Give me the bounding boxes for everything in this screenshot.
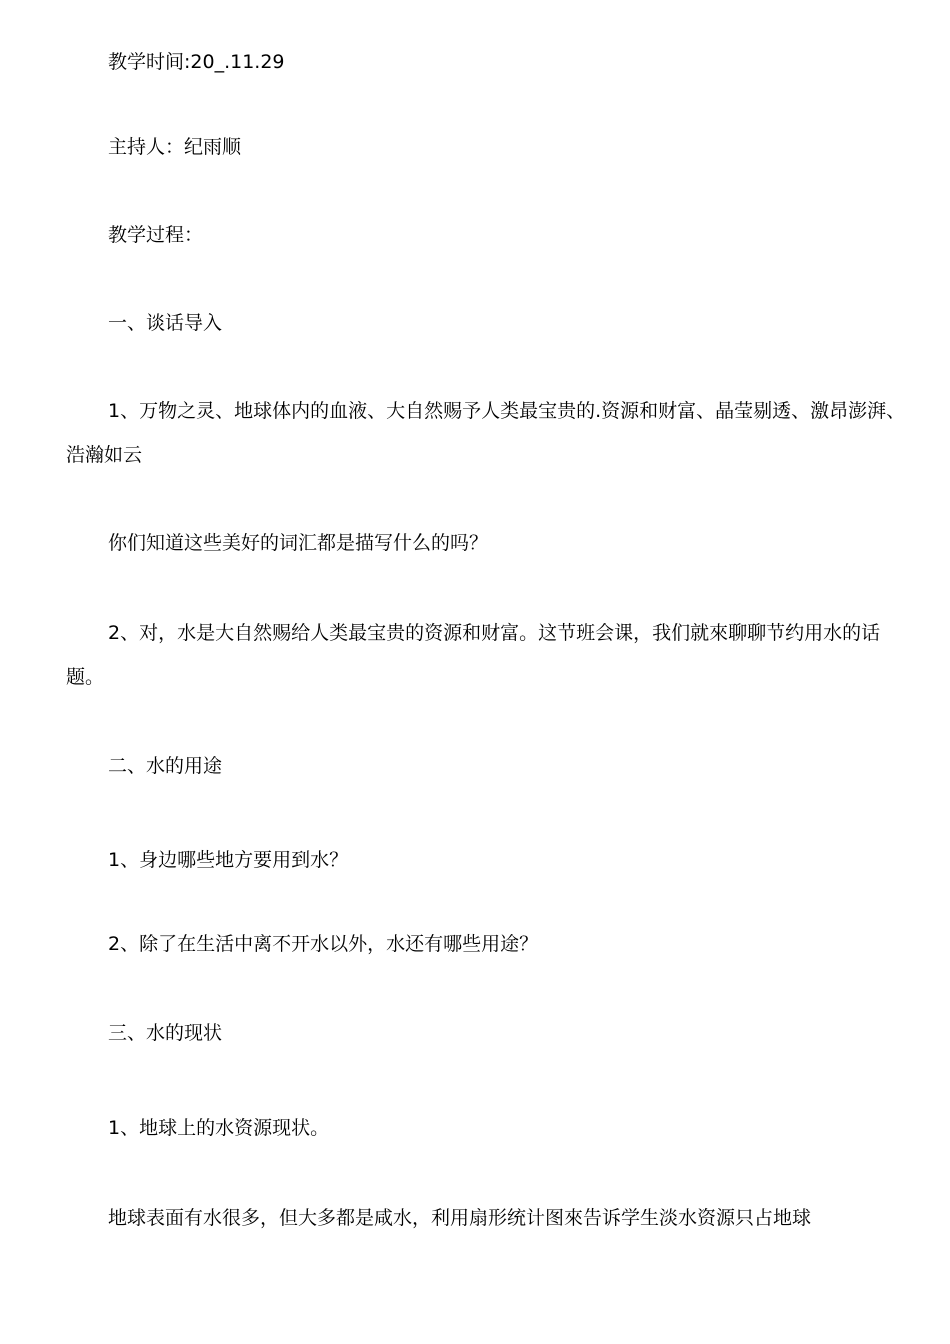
- host: 主持人：纪雨顺: [108, 136, 242, 158]
- paragraph-3-1: 1、地球上的水资源现状。: [108, 1117, 330, 1139]
- teaching-time: 教学时间:20_.11.29: [108, 51, 285, 73]
- section-heading-1: 一、谈话导入: [108, 312, 223, 334]
- section-heading-3: 三、水的现状: [108, 1022, 223, 1044]
- section-heading-2: 二、水的用途: [108, 755, 223, 777]
- teaching-process-heading: 教学过程：: [108, 224, 204, 246]
- paragraph-2-1: 1、身边哪些地方要用到水？: [108, 849, 349, 871]
- paragraph-1-1: 1、万物之灵、地球体内的血液、大自然赐予人类最宝贵的.资源和财富、晶莹剔透、激昂澎湃、浩瀚如云: [66, 400, 906, 466]
- paragraph-3-text: 地球表面有水很多，但大多都是咸水，利用扇形统计图來告诉学生淡水资源只占地球: [108, 1207, 812, 1229]
- paragraph-2-2: 2、除了在生活中离不开水以外，水还有哪些用途？: [108, 933, 539, 955]
- question-paragraph: 你们知道这些美好的词汇都是描写什么的吗？: [108, 532, 489, 554]
- paragraph-1-2: 2、对，水是大自然赐给人类最宝贵的资源和财富。这节班会课，我们就來聊聊节约用水的话题。: [66, 622, 881, 688]
